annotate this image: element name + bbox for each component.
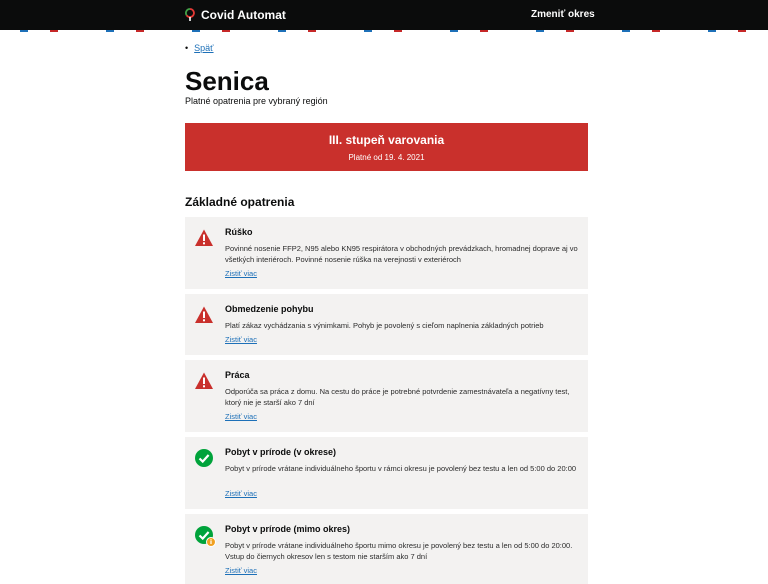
- app-title: Covid Automat: [201, 8, 286, 22]
- change-district-link[interactable]: Zmeniť okres: [531, 9, 595, 20]
- measure-card-priroda-okres: [185, 437, 588, 509]
- measure-title: Práca: [225, 370, 250, 380]
- learn-more-link[interactable]: Zistiť viac: [225, 489, 257, 498]
- breadcrumb: [185, 43, 214, 53]
- measure-card-pohyb: [185, 294, 588, 355]
- measure-title: Pobyt v prírode (v okrese): [225, 447, 337, 457]
- page-title: Senica: [185, 66, 269, 96]
- measure-description: Povinné nosenie FFP2, N95 alebo KN95 respirátora v obchodných prevádzkach, hromadnej doprave aj vo všetkých interiéroch. Povinné nosenie rúška na verejnosti v exteriéroch: [225, 244, 578, 264]
- warning-icon: [194, 371, 214, 391]
- warning-icon: [194, 228, 214, 248]
- page-subtitle: Platné opatrenia pre vybraný región: [185, 96, 328, 106]
- measure-description: Odporúča sa práca z domu. Na cestu do práce je potrebné potvrdenie zamestnávateľa a negatívny test, ktorý nie je starší ako 7 dní: [225, 387, 570, 407]
- measure-title: Pobyt v prírode (mimo okres): [225, 524, 351, 534]
- measure-card-priroda-mimo: [185, 514, 588, 584]
- warning-level-title: III. stupeň varovania: [328, 133, 445, 147]
- check-icon: [194, 448, 214, 468]
- measure-card-rusko: [185, 217, 588, 289]
- learn-more-link[interactable]: Zistiť viac: [225, 566, 257, 575]
- learn-more-link[interactable]: Zistiť viac: [225, 335, 257, 344]
- top-bar: [0, 0, 768, 30]
- check-info-icon: [194, 525, 216, 547]
- learn-more-link[interactable]: Zistiť viac: [225, 269, 257, 278]
- measure-description: Pobyt v prírode vrátane individuálneho športu v rámci okresu je povolený bez testu a len od 5:00 do 20:00: [225, 464, 577, 473]
- measure-description: Platí zákaz vychádzania s výnimkami. Pohyb je povolený s cieľom naplnenia základných potrieb: [225, 321, 544, 330]
- back-link[interactable]: Späť: [194, 43, 214, 53]
- measure-card-praca: [185, 360, 588, 432]
- bullet-icon: •: [185, 43, 189, 53]
- warning-icon: [194, 305, 214, 325]
- logo-icon: [185, 8, 195, 22]
- measure-description: Pobyt v prírode vrátane individuálneho športu mimo okresu je povolený bez testu a len od 5:00 do 20:00. Vstup do čiernych okresov len s testom nie starším ako 7 dní: [225, 541, 573, 561]
- measure-title: Rúško: [225, 227, 253, 237]
- app-logo[interactable]: [185, 8, 286, 22]
- learn-more-link[interactable]: Zistiť viac: [225, 412, 257, 421]
- section-title: Základné opatrenia: [185, 195, 295, 209]
- warning-level-banner: [185, 123, 588, 171]
- warning-valid-from: Platné od 19. 4. 2021: [348, 153, 425, 162]
- flag-stripe: [0, 30, 768, 35]
- measure-title: Obmedzenie pohybu: [225, 304, 314, 314]
